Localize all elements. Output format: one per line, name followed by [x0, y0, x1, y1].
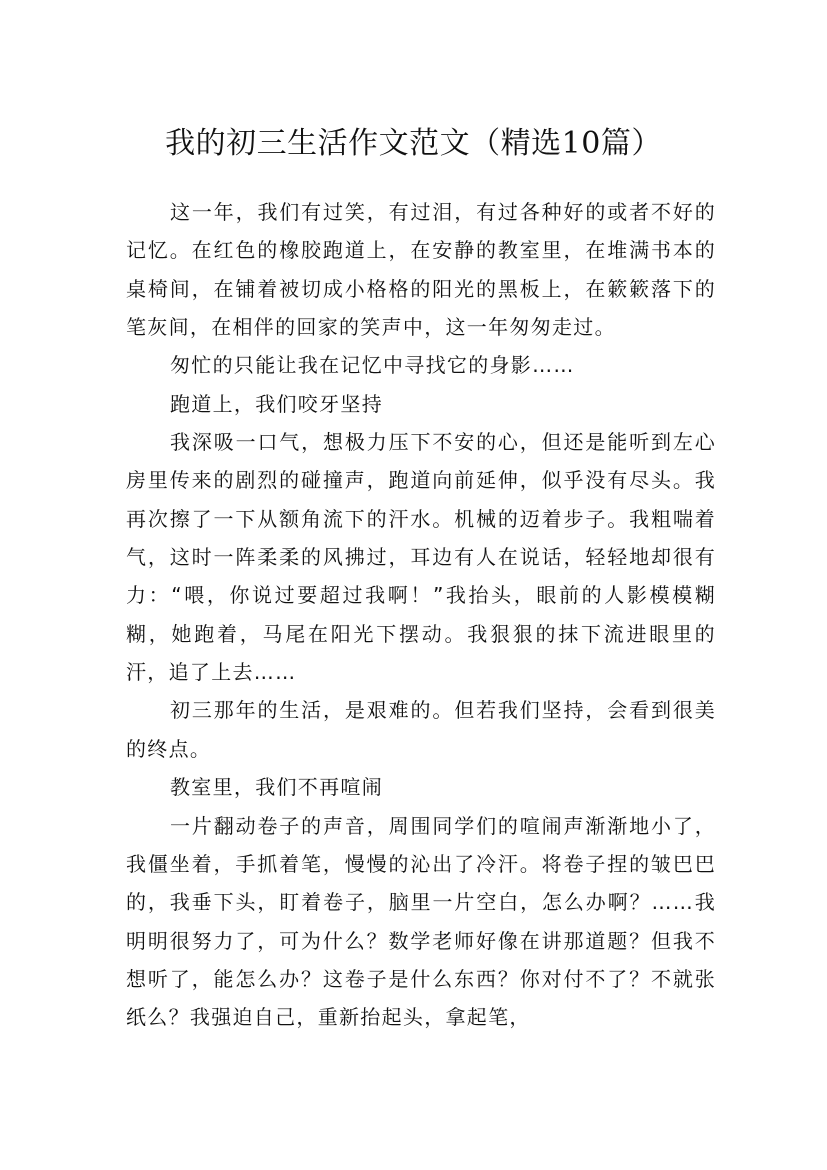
- document-title: 我的初三生活作文范文（精选10篇）: [165, 126, 662, 162]
- section-heading-track: 跑道上，我们咬牙坚持: [170, 391, 383, 416]
- section-heading-classroom: 教室里，我们不再喧闹: [170, 775, 383, 800]
- paragraph-exam: 一片翻动卷子的声音，周围同学们的喧闹声渐渐地小了，我僵坐着，手抓着笔，慢慢的沁出了冷汗。将卷子捏的皱巴巴的，我垂下头，盯着卷子，脑里一片空白，怎么办啊？……我明明很努力了，可为什么？数学老师好像在讲那道题？但我不想听了，能怎么办？这卷子是什么东西？你对付不了？不就张纸么？我强迫自己，重新抬起头，拿起笔，: [126, 813, 716, 1030]
- paragraph-perseverance: 初三那年的生活，是艰难的。但若我们坚持，会看到很美的终点。: [126, 698, 716, 761]
- document-body: [126, 193, 716, 1037]
- paragraph-running: 我深吸一口气，想极力压下不安的心，但还是能听到左心房里传来的剧烈的碰撞声，跑道向前延伸，似乎没有尽头。我再次擦了一下从额角流下的汗水。机械的迈着步子。我粗喘着气，这时一阵柔柔的风拂过，耳边有人在说话，轻轻地却很有力：“喂，你说过要超过我啊！”我抬头，眼前的人影模模糊糊，她跑着，马尾在阳光下摆动。我狠狠的抹下流进眼里的汗，追了上去……: [126, 430, 716, 685]
- paragraph-memory: 匆忙的只能让我在记忆中寻找它的身影……: [170, 353, 575, 378]
- paragraph-intro: 这一年，我们有过笑，有过泪，有过各种好的或者不好的记忆。在红色的橡胶跑道上，在安静的教室里，在堆满书本的桌椅间，在铺着被切成小格格的阳光的黑板上，在簌簌落下的笔灰间，在相伴的回家的笑声中，这一年匆匆走过。: [126, 200, 716, 340]
